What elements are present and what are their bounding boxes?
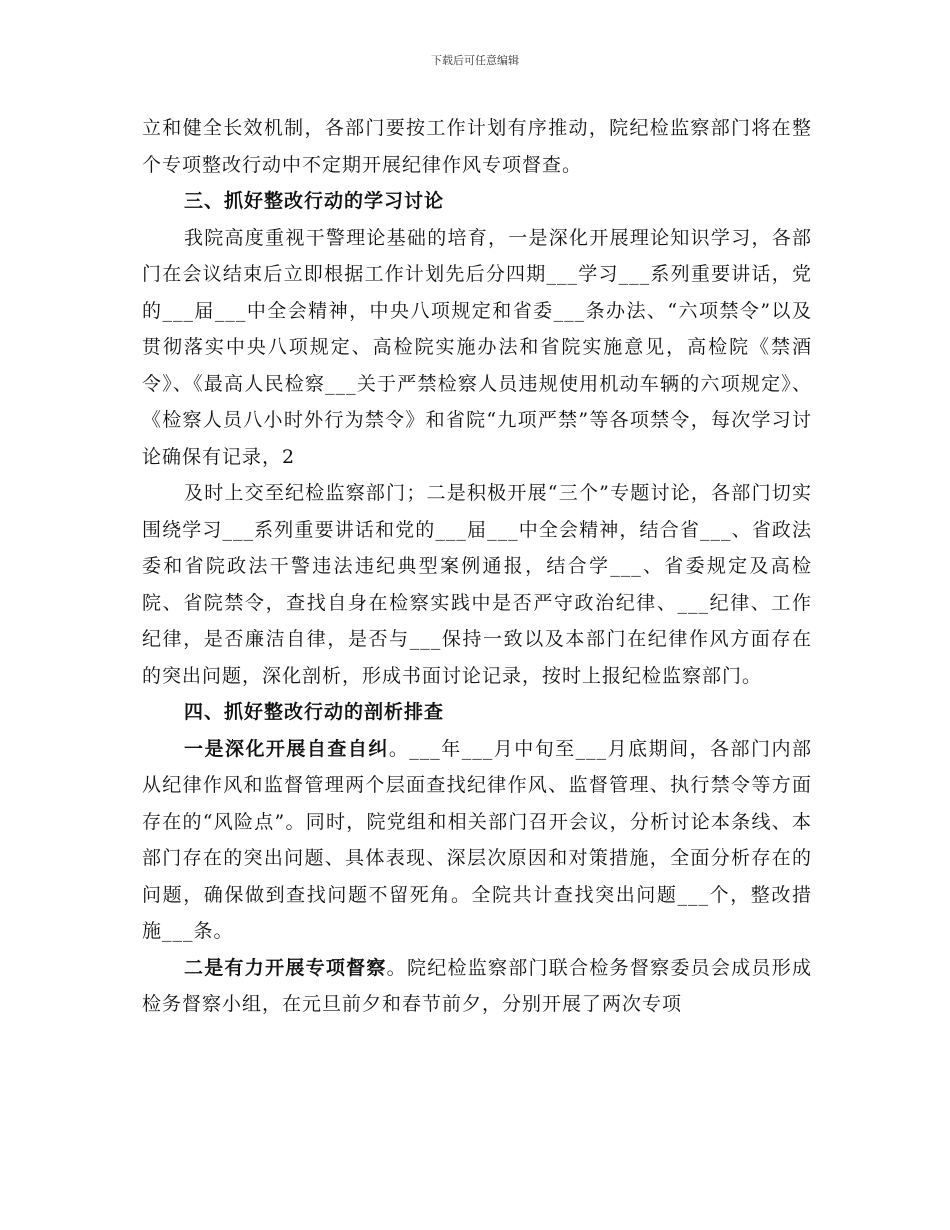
document-body: [142, 110, 812, 1023]
section-heading-3: 三、抓好整改行动的学习讨论: [184, 190, 445, 212]
paragraph-inspection: [142, 950, 812, 1023]
paragraph-lead-inspection: 二是有力开展专项督察: [184, 956, 387, 979]
paragraph-self-check-text: 。___年___月中旬至___月底期间，各部门内部从纪律作风和监督管理两个层面查找纪律作风、监督管理、执行禁令等方面存在的“风险点”。同时，院党组和相关部门召开会议，分析讨论本条线、本部门存在的突出问题、具体表现、深层次原因和对策措施，全面分析存在的问题，确保做到查找问题不留死角。全院共计查找突出问题___个，整改措施___条。: [142, 737, 812, 942]
paragraph-study: 我院高度重视干警理论基础的培育，一是深化开展理论知识学习，各部门在会议结束后立即根据工作计划先后分四期___学习___系列重要讲话，党的___届___中全会精神，中央八项规定和省委___条办法、“六项禁令”以及贯彻落实中央八项规定、高检院实施办法和省院实施意见，高检院《禁酒令》、《最高人民检察___关于严禁检察人员违规使用机动车辆的六项规定》、《检察人员八小时外行为禁令》和省院“九项严禁”等各项禁令，每次学习讨论确保有记录，2: [142, 226, 812, 468]
paragraph-continuation: 立和健全长效机制，各部门要按工作计划有序推动，院纪检监察部门将在整个专项整改行动中不定期开展纪律作风专项督查。: [142, 117, 812, 176]
paragraph-self-check: [142, 731, 812, 950]
section-heading-4: 四、抓好整改行动的剖析排查: [184, 701, 445, 723]
paragraph-discussion: 及时上交至纪检监察部门；二是积极开展“三个”专题讨论，各部门切实围绕学习___系列重要讲话和党的___届___中全会精神，结合省___、省政法委和省院政法干警违法违纪典型案例通报，结合学___、省委规定及高检院、省院禁令，查找自身在检察实践中是否严守政治纪律、___纪律、工作纪律，是否廉洁自律，是否与___保持一致以及本部门在纪律作风方面存在的突出问题，深化剖析，形成书面讨论记录，按时上报纪检监察部门。: [142, 482, 812, 687]
paragraph-inspection-text: 。院纪检监察部门联合检务督察委员会成员形成检务督察小组，在元旦前夕和春节前夕，分别开展了两次专项: [142, 956, 812, 1015]
paragraph-lead-self-check: 一是深化开展自查自纠: [184, 737, 389, 760]
page-header: 下载后可任意编辑: [431, 54, 519, 67]
